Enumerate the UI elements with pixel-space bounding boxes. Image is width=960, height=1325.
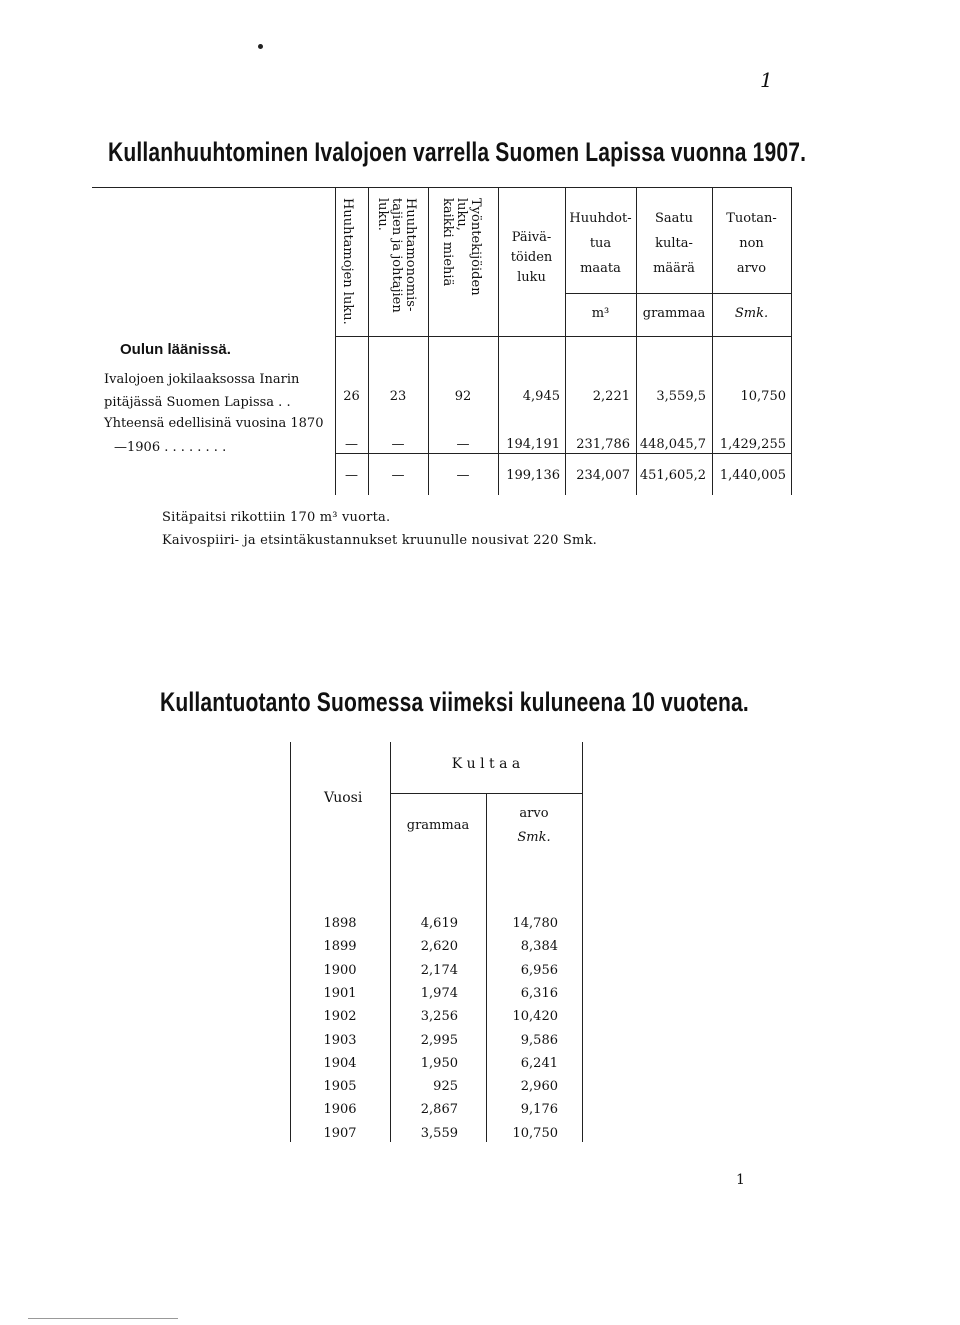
cell-r1-maata: 2,221	[592, 389, 630, 404]
cell-grams: 3,256	[420, 1009, 458, 1024]
cell-r2-tyontekijat: —	[456, 437, 470, 452]
ink-dot	[258, 44, 263, 49]
cell-value: 9,586	[520, 1033, 558, 1048]
section-oulun-laani: Oulun läänissä.	[120, 341, 231, 358]
cell-r2-kulta: 448,045,7	[639, 437, 706, 452]
page-title: Kullanhuuhtominen Ivalojoen varrella Suomen Lapissa vuonna 1907.	[108, 137, 807, 167]
cell-grams: 1,974	[420, 986, 458, 1001]
table1-top-rule	[92, 187, 792, 188]
cell-value: 9,176	[520, 1102, 558, 1117]
table1-unit-rule	[565, 293, 791, 294]
col-header-arvo: arvo	[519, 806, 549, 821]
row-ivalojoki-label: Ivalojoen jokilaaksossa Inarin pitäjässä Suomen Lapissa . .	[104, 372, 300, 410]
table2-right-border	[582, 742, 583, 1142]
header-saatu-kultamaara: Saatu kulta- määrä	[653, 211, 695, 276]
table1-subtotal-rule	[335, 453, 791, 454]
cell-r1-arvo: 10,750	[740, 389, 786, 404]
cell-year: 1901	[323, 986, 357, 1001]
cell-value: 14,780	[512, 916, 558, 931]
cell-r2-paivatyot: 194,191	[506, 437, 560, 452]
header-huuhdottu-maa: Huuhdot- tua maata	[569, 211, 632, 276]
cell-grams: 2,867	[420, 1102, 458, 1117]
cell-year: 1903	[323, 1033, 357, 1048]
cell-year: 1900	[323, 963, 357, 978]
cell-r2-arvo: 1,429,255	[719, 437, 786, 452]
cell-r1-tyontekijat: 92	[454, 389, 472, 404]
cell-year: 1906	[323, 1102, 357, 1117]
row-previous-years-label: Yhteensä edellisinä vuosina 1870 —1906 . . . . . . . .	[104, 416, 324, 455]
note-rikottu-vuori: Sitäpaitsi rikottiin 170 m³ vuorta.	[162, 510, 391, 525]
cell-value: 10,750	[512, 1126, 558, 1141]
cell-r3-paivatyot: 199,136	[506, 468, 560, 483]
header-tyontekijat: Työntekijöiden luku, kaikki miehiä	[440, 198, 483, 296]
col-header-grammaa: grammaa	[406, 818, 470, 833]
cell-value: 6,316	[520, 986, 558, 1001]
group-header-kultaa: K u l t a a	[451, 756, 521, 772]
note-kustannukset: Kaivospiiri- ja etsintäkustannukset kruunulle nousivat 220 Smk.	[162, 533, 597, 548]
cell-grams: 3,559	[420, 1126, 458, 1141]
bottom-edge-rule	[28, 1318, 178, 1319]
table2-group-rule	[390, 793, 582, 794]
cell-grams: 4,619	[420, 916, 458, 931]
table1-col-line	[791, 187, 792, 495]
page-number: 1	[736, 1172, 745, 1188]
header-omistajat-johtajat: Huuhtamonomis- tajien ja johtajien luku.	[375, 198, 418, 313]
cell-r3-kulta: 451,605,2	[639, 468, 706, 483]
cell-value: 6,241	[520, 1056, 558, 1071]
cell-r2-maata: 231,786	[576, 437, 630, 452]
col-header-arvo-unit: Smk.	[517, 830, 551, 845]
cell-year: 1898	[323, 916, 357, 931]
cell-r3-huuhtamot: —	[345, 468, 358, 483]
cell-value: 8,384	[520, 939, 558, 954]
unit-smk: Smk.	[734, 306, 769, 321]
cell-r1-huuhtamot: 26	[343, 389, 360, 404]
cell-r3-tyontekijat: —	[456, 468, 470, 483]
cell-grams: 2,174	[420, 963, 458, 978]
cell-year: 1899	[323, 939, 357, 954]
cell-grams: 925	[433, 1079, 458, 1094]
table1-header-rule	[335, 336, 791, 337]
cell-r3-arvo: 1,440,005	[719, 468, 786, 483]
cell-r1-johtajat: 23	[389, 389, 407, 404]
cell-r2-huuhtamot: —	[345, 437, 358, 452]
unit-grammaa: grammaa	[642, 306, 706, 321]
col-header-vuosi: Vuosi	[324, 790, 363, 806]
header-tuotannon-arvo: Tuotan- non arvo	[726, 211, 777, 276]
unit-m3: m³	[591, 306, 610, 321]
page-mark-top-right: 1	[760, 68, 773, 92]
cell-r1-paivatyot: 4,945	[522, 389, 560, 404]
section-title-10-vuotta: Kullantuotanto Suomessa viimeksi kuluneena 10 vuotena.	[160, 687, 749, 717]
cell-grams: 2,620	[420, 939, 458, 954]
header-huuhtamojen-luku: Huuhtamojen luku.	[340, 198, 355, 325]
cell-value: 10,420	[512, 1009, 558, 1024]
cell-year: 1905	[323, 1079, 357, 1094]
header-paivatyot: Päivä- töiden luku	[510, 230, 553, 285]
cell-year: 1902	[323, 1009, 357, 1024]
cell-value: 2,960	[520, 1079, 558, 1094]
cell-grams: 2,995	[420, 1033, 458, 1048]
cell-r3-maata: 234,007	[576, 468, 630, 483]
cell-r1-kulta: 3,559,5	[656, 389, 706, 404]
cell-value: 6,956	[520, 963, 558, 978]
cell-r3-johtajat: —	[391, 468, 405, 483]
cell-grams: 1,950	[420, 1056, 458, 1071]
cell-year: 1907	[323, 1126, 357, 1141]
cell-r2-johtajat: —	[391, 437, 405, 452]
cell-year: 1904	[323, 1056, 357, 1071]
